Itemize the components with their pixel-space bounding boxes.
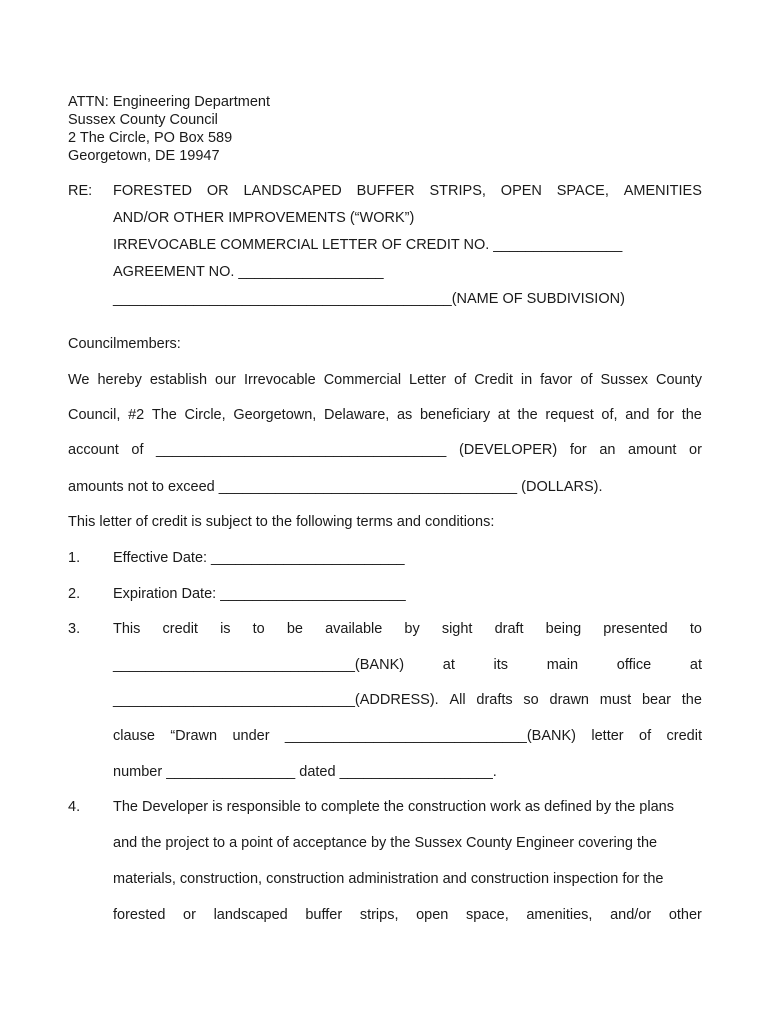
- word: letter: [591, 728, 624, 744]
- word: strips,: [359, 907, 399, 923]
- word: presented: [603, 621, 668, 637]
- salutation: Councilmembers:: [68, 336, 181, 352]
- word: office: [616, 657, 652, 673]
- item-3-line-1: [113, 620, 702, 638]
- word: Letter: [409, 372, 447, 388]
- word: or: [183, 907, 196, 923]
- item-3-line-3: [113, 691, 702, 709]
- word: (DEVELOPER): [458, 442, 558, 458]
- word: Irrevocable: [243, 372, 316, 388]
- word: STRIPS,: [429, 183, 486, 199]
- word: at: [497, 407, 510, 423]
- word: Credit: [474, 372, 513, 388]
- word: amenities,: [526, 907, 593, 923]
- re-line-3: IRREVOCABLE COMMERCIAL LETTER OF CREDIT NO. ________________: [113, 237, 623, 253]
- word: ____________________________________: [156, 442, 447, 458]
- word: amount: [628, 442, 677, 458]
- re-label: RE:: [68, 183, 93, 199]
- item-2-text: Expiration Date: _______________________: [113, 586, 406, 602]
- word: must: [599, 692, 632, 708]
- word: LANDSCAPED: [243, 183, 342, 199]
- word: under: [232, 728, 270, 744]
- item-2-number: 2.: [68, 586, 81, 602]
- word: Circle,: [184, 407, 226, 423]
- word: at: [689, 657, 702, 673]
- item-3-line-2: [113, 656, 702, 674]
- word: ______________________________(BANK): [284, 728, 576, 744]
- item-3-number: 3.: [68, 621, 81, 637]
- word: its: [493, 657, 509, 673]
- word: ______________________________(ADDRESS).: [113, 692, 439, 708]
- word: clause: [113, 728, 155, 744]
- word: in: [520, 372, 533, 388]
- re-line-2: AND/OR OTHER IMPROVEMENTS (“WORK”): [113, 210, 415, 226]
- re-line-5: __________________________________________(NAME OF SUBDIVISION): [113, 291, 625, 307]
- word: OR: [206, 183, 229, 199]
- word: available: [325, 621, 383, 637]
- word: Sussex: [600, 372, 649, 388]
- word: open: [416, 907, 449, 923]
- word: main: [546, 657, 579, 673]
- word: “Drawn: [170, 728, 218, 744]
- item-1-text: Effective Date: ________________________: [113, 550, 405, 566]
- re-line-4: AGREEMENT NO. __________________: [113, 264, 384, 280]
- body-p2: This letter of credit is subject to the following terms and conditions:: [68, 514, 495, 530]
- item-4-line-4: [113, 906, 702, 924]
- word: SPACE,: [556, 183, 609, 199]
- word: being: [545, 621, 582, 637]
- word: credit: [162, 621, 198, 637]
- word: the: [681, 407, 702, 423]
- word: Council,: [68, 407, 121, 423]
- word: buffer: [305, 907, 343, 923]
- item-3-line-4: [113, 727, 702, 745]
- word: of: [580, 372, 593, 388]
- word: of: [131, 442, 144, 458]
- word: ______________________________(BANK): [113, 657, 405, 673]
- word: County: [656, 372, 702, 388]
- word: We: [68, 372, 90, 388]
- word: AMENITIES: [623, 183, 702, 199]
- word: to: [252, 621, 265, 637]
- word: at: [442, 657, 455, 673]
- word: The: [151, 407, 177, 423]
- address-line-1: ATTN: Engineering Department: [68, 94, 271, 110]
- word: to: [689, 621, 702, 637]
- word: FORESTED: [113, 183, 192, 199]
- item-4-line-1: The Developer is responsible to complete the construction work as defined by the plans: [113, 799, 674, 815]
- word: so: [523, 692, 539, 708]
- re-line-1: [113, 182, 702, 200]
- word: forested: [113, 907, 166, 923]
- word: the: [681, 692, 702, 708]
- word: #2: [128, 407, 145, 423]
- word: landscaped: [213, 907, 288, 923]
- word: of,: [601, 407, 618, 423]
- word: drafts: [476, 692, 513, 708]
- word: credit: [666, 728, 702, 744]
- word: and: [625, 407, 650, 423]
- word: for: [657, 407, 675, 423]
- word: hereby: [97, 372, 142, 388]
- word: drawn: [549, 692, 589, 708]
- word: and/or: [610, 907, 652, 923]
- word: BUFFER: [356, 183, 415, 199]
- body-p1-line-3: [68, 441, 702, 459]
- word: an: [599, 442, 616, 458]
- word: as: [396, 407, 413, 423]
- word: space,: [466, 907, 509, 923]
- word: by: [404, 621, 420, 637]
- word: other: [668, 907, 702, 923]
- word: sight: [441, 621, 473, 637]
- word: OPEN: [500, 183, 542, 199]
- word: All: [449, 692, 466, 708]
- word: beneficiary: [419, 407, 491, 423]
- item-4-line-3: materials, construction, construction administration and construction inspection for the: [113, 871, 664, 887]
- body-p1-line-4: amounts not to exceed _____________________________________ (DOLLARS).: [68, 479, 603, 495]
- word: is: [220, 621, 231, 637]
- word: our: [215, 372, 236, 388]
- word: Commercial: [323, 372, 402, 388]
- item-3-line-5: number ________________ dated ___________________.: [113, 764, 497, 780]
- word: for: [569, 442, 587, 458]
- item-4-line-2: and the project to a point of acceptance by the Sussex County Engineer covering the: [113, 835, 658, 851]
- address-line-4: Georgetown, DE 19947: [68, 148, 220, 164]
- word: bear: [641, 692, 671, 708]
- word: the: [517, 407, 538, 423]
- item-1-number: 1.: [68, 550, 81, 566]
- word: Georgetown,: [233, 407, 317, 423]
- word: of: [639, 728, 652, 744]
- address-line-2: Sussex County Council: [68, 112, 218, 128]
- item-4-number: 4.: [68, 799, 81, 815]
- address-line-3: 2 The Circle, PO Box 589: [68, 130, 233, 146]
- word: account: [68, 442, 119, 458]
- body-p1-line-2: [68, 406, 702, 424]
- word: of: [454, 372, 467, 388]
- word: draft: [494, 621, 524, 637]
- word: Delaware,: [324, 407, 390, 423]
- word: be: [286, 621, 303, 637]
- word: or: [689, 442, 702, 458]
- word: favor: [540, 372, 573, 388]
- word: This: [113, 621, 141, 637]
- body-p1-line-1: [68, 371, 702, 389]
- word: establish: [149, 372, 208, 388]
- word: request: [545, 407, 594, 423]
